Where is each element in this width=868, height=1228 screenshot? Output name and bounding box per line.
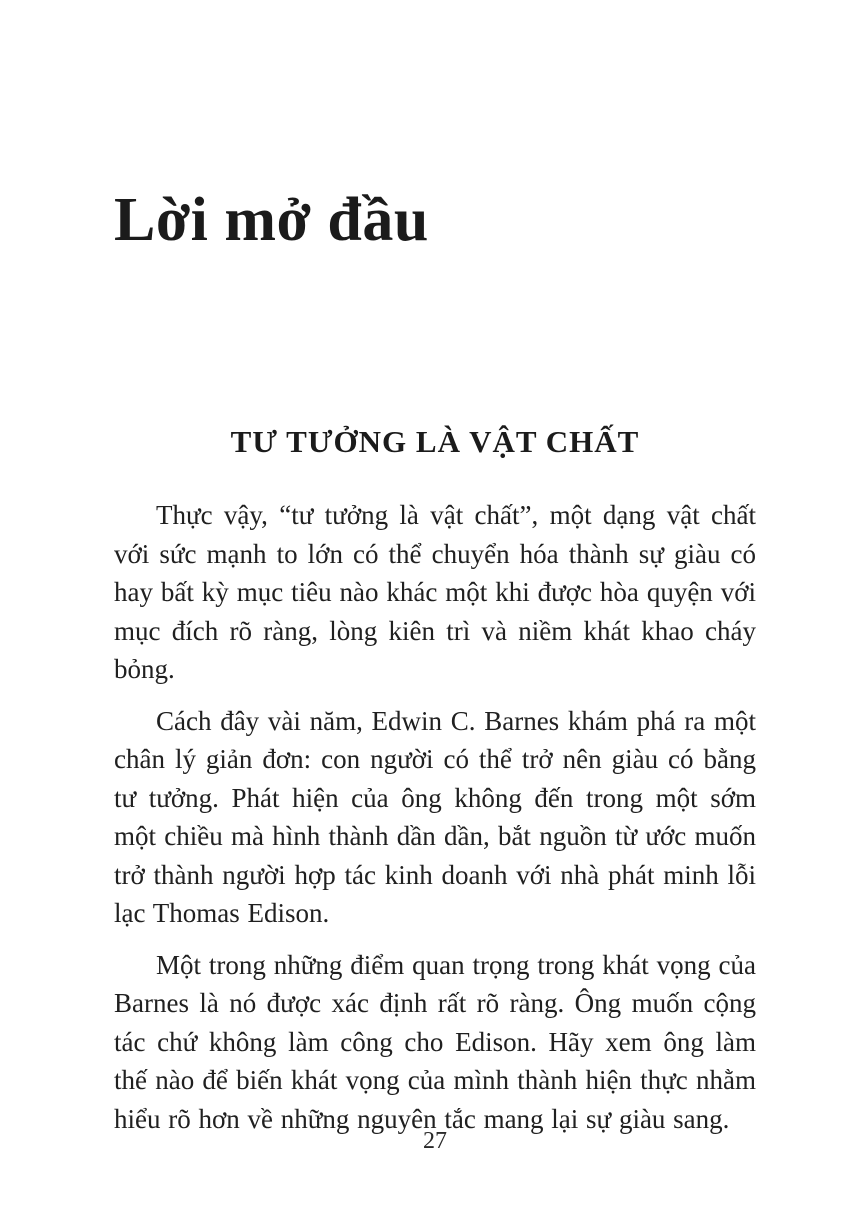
body-text — [114, 496, 756, 1151]
page-number: 27 — [423, 1128, 447, 1154]
paragraph-3: Một trong những điểm quan trọng trong khát vọng của Barnes là nó được xác định rất rõ ràng. Ông muốn cộng tác chứ không làm công cho Edison. Hãy xem ông làm thế nào để biến khát vọng của mình thành hiện thực nhằm hiểu rõ hơn về những nguyên tắc mang lại sự giàu sang. — [114, 949, 756, 1134]
section-heading: TƯ TƯỞNG LÀ VẬT CHẤT — [230, 424, 640, 459]
chapter-title: Lời mở đầu — [114, 186, 429, 254]
paragraph-1: Thực vậy, “tư tưởng là vật chất”, một dạng vật chất với sức mạnh to lớn có thể chuyển hóa thành sự giàu có hay bất kỳ mục tiêu nào khác một khi được hòa quyện với mục đích rõ ràng, lòng kiên trì và niềm khát khao cháy bỏng. — [114, 500, 756, 684]
paragraph-2: Cách đây vài năm, Edwin C. Barnes khám phá ra một chân lý giản đơn: con người có thể trở nên giàu có bằng tư tưởng. Phát hiện của ông không đến trong một sớm một chiều mà hình thành dần dần, bắt nguồn từ ước muốn trở thành người hợp tác kinh doanh với nhà phát minh lỗi lạc Thomas Edison. — [114, 705, 756, 928]
